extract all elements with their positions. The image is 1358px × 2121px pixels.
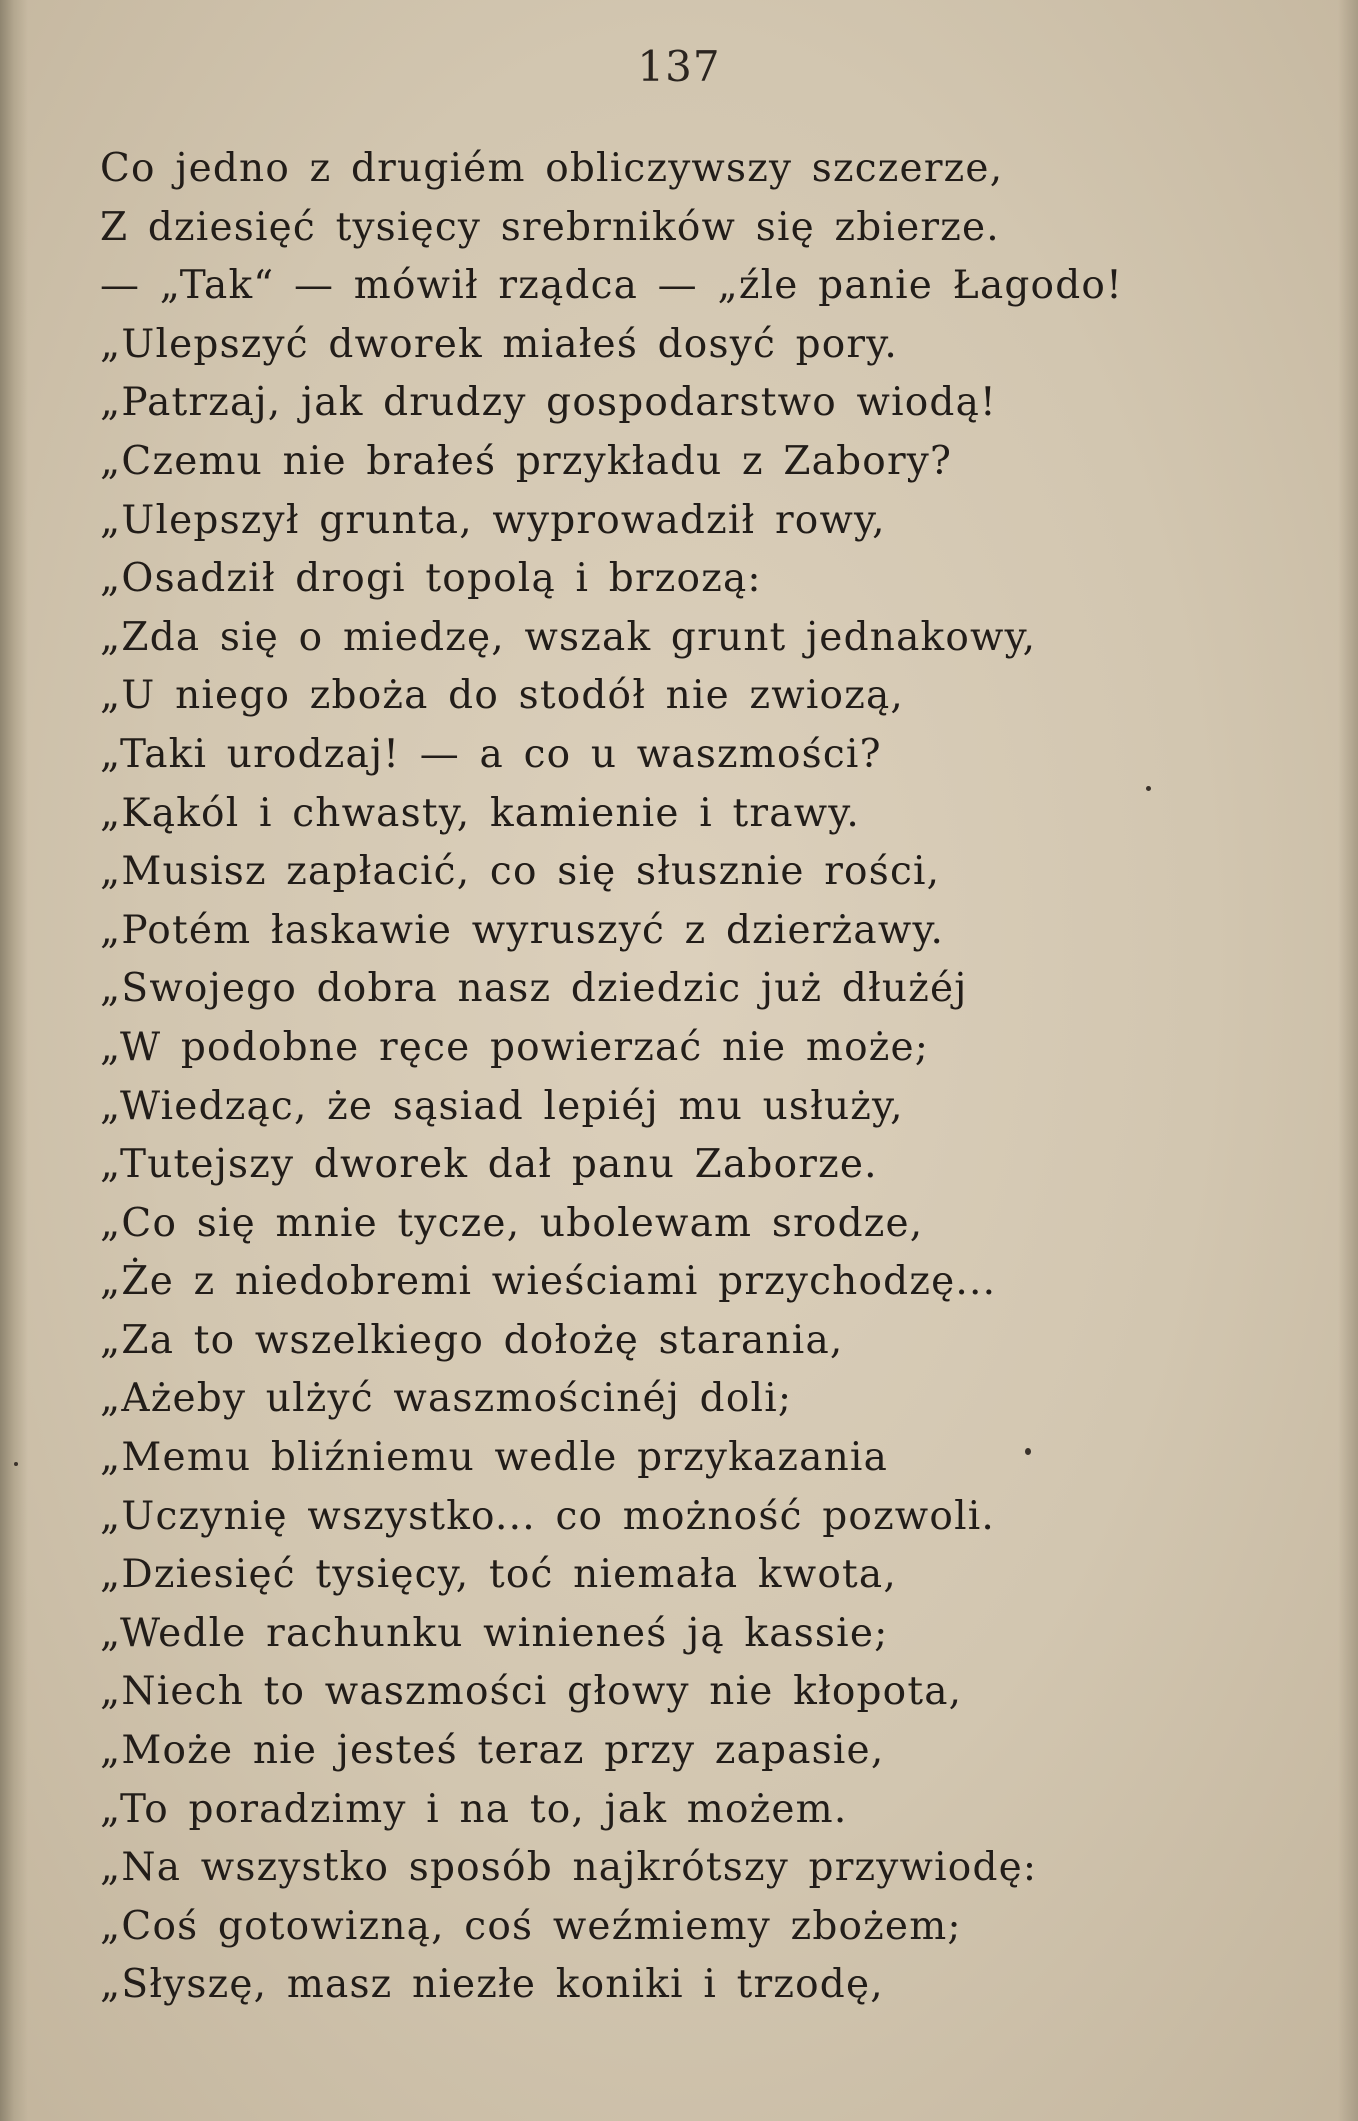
verse-line: „Tutejszy dworek dał panu Zaborze. bbox=[100, 1142, 878, 1188]
verse-line: „Wiedząc, że sąsiad lepiéj mu usłuży, bbox=[100, 1083, 904, 1129]
verse-line: „Niech to waszmości głowy nie kłopota, bbox=[100, 1669, 963, 1715]
verse-line: „Memu bliźniemu wedle przykazania bbox=[100, 1435, 889, 1481]
verse-line: „Dziesięć tysięcy, toć niemała kwota, bbox=[100, 1552, 897, 1598]
verse-line: „Za to wszelkiego dołożę starania, bbox=[100, 1317, 844, 1363]
ink-speck bbox=[1025, 1448, 1031, 1455]
verse-line: „Na wszystko sposób najkrótszy przywiodę: bbox=[100, 1845, 1038, 1891]
verse-line: „Zda się o miedzę, wszak grunt jednakowy, bbox=[100, 614, 1037, 660]
verse-line: „Czemu nie brałeś przykładu z Zabory? bbox=[100, 438, 953, 484]
verse-line: „Wedle rachunku winieneś ją kassie; bbox=[100, 1610, 889, 1656]
verse-line: Co jedno z drugiém obliczywszy szczerze, bbox=[100, 146, 1004, 191]
verse-line: „Musisz zapłacić, co się słusznie rości, bbox=[100, 849, 941, 895]
verse-line: Z dziesięć tysięcy srebrników się zbierze. bbox=[100, 204, 1000, 250]
verse-line: „Osadził drogi topolą i brzozą: bbox=[100, 556, 762, 602]
verse-line: „Co się mnie tycze, ubolewam srodze, bbox=[100, 1200, 924, 1246]
verse-line: „Może nie jesteś teraz przy zapasie, bbox=[100, 1728, 885, 1774]
verse-line: „Potém łaskawie wyruszyć z dzierżawy. bbox=[100, 907, 945, 953]
poem-text bbox=[100, 140, 1340, 2015]
verse-line: „Patrzaj, jak drudzy gospodarstwo wiodą! bbox=[100, 380, 997, 426]
verse-line: — „Tak“ — mówił rządca — „źle panie Łagodo! bbox=[100, 263, 1123, 309]
verse-line: „Uczynię wszystko... co możność pozwoli. bbox=[100, 1493, 996, 1539]
verse-line: „To poradzimy i na to, jak możem. bbox=[100, 1786, 848, 1832]
verse-line: „Ulepszył grunta, wyprowadził rowy, bbox=[100, 497, 886, 543]
page-edge-shadow bbox=[1338, 0, 1358, 2121]
ink-speck bbox=[1146, 786, 1151, 791]
verse-line: „Taki urodzaj! — a co u waszmości? bbox=[100, 731, 882, 777]
verse-line: „Kąkól i chwasty, kamienie i trawy. bbox=[100, 790, 860, 836]
verse-line: „Ażeby ulżyć waszmościnéj doli; bbox=[100, 1376, 793, 1422]
binding-shadow bbox=[0, 0, 28, 2121]
verse-line: „Coś gotowizną, coś weźmiemy zbożem; bbox=[100, 1903, 962, 1949]
verse-line: „Swojego dobra nasz dziedzic już dłużéj bbox=[100, 966, 968, 1012]
verse-line: „Ulepszyć dworek miałeś dosyć pory. bbox=[100, 321, 898, 367]
verse-line: „W podobne ręce powierzać nie może; bbox=[100, 1024, 930, 1070]
page-number: 137 bbox=[637, 42, 721, 91]
verse-line: „U niego zboża do stodół nie zwiozą, bbox=[100, 673, 905, 719]
verse-line: „Że z niedobremi wieściami przychodzę... bbox=[100, 1259, 997, 1305]
verse-line: „Słyszę, masz niezłe koniki i trzodę, bbox=[100, 1962, 884, 2008]
ink-speck bbox=[14, 1462, 18, 1466]
